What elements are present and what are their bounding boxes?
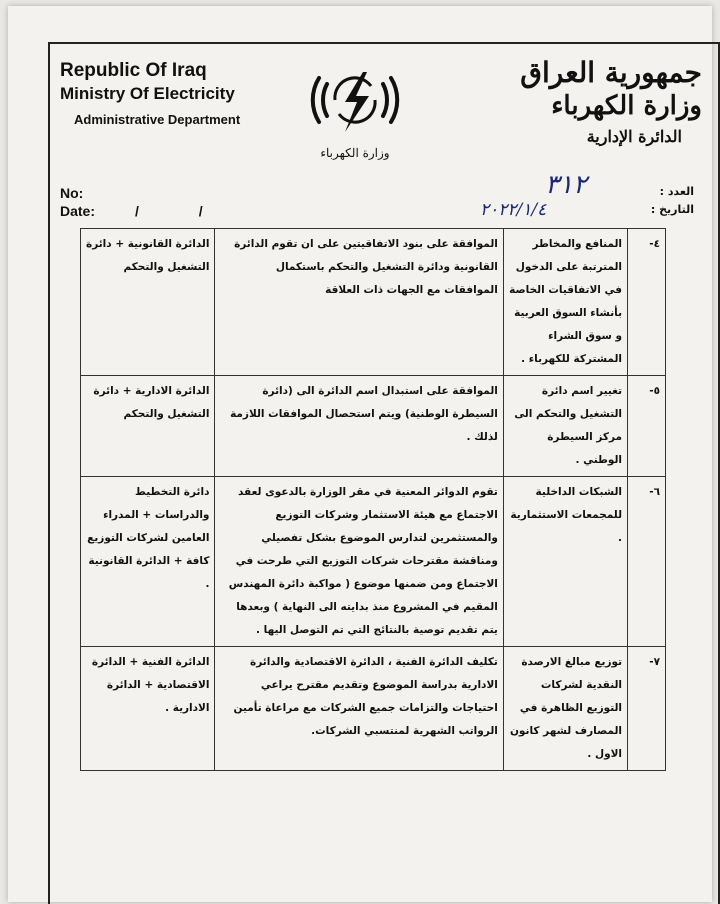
- english-letterhead: [60, 60, 240, 127]
- row-decision: تكليف الدائرة الفنية ، الدائرة الاقتصادية والدائرة الادارية بدراسة الموضوع وتقديم مقترح يراعي احتياجات والتزامات جميع الشركات مع مراعاة تأمين الرواتب الشهرية لمنتسبي الشركات.: [215, 647, 503, 771]
- row-number: ٥-: [628, 376, 666, 477]
- row-topic: الشبكات الداخلية للمجمعات الاستثمارية .: [503, 477, 627, 647]
- date-label-en: Date:: [60, 203, 96, 219]
- logo-caption: وزارة الكهرباء: [320, 146, 390, 160]
- date-slashes: / /: [135, 203, 231, 219]
- minutes-table: [80, 228, 666, 771]
- row-responsible: الدائرة الادارية + دائرة التشغيل والتحكم: [81, 376, 215, 477]
- handwritten-date: ٢٠٢٢/١/٤: [480, 200, 547, 220]
- row-responsible: دائرة التخطيط والدراسات + المدراء العامين لشركات التوزيع كافة + الدائرة القانونية .: [81, 477, 215, 647]
- reference-fields-ar: [651, 183, 694, 219]
- country-name-ar: جمهورية العراق: [520, 56, 702, 89]
- ministry-name-ar: وزارة الكهرباء: [551, 91, 702, 121]
- row-number: ٦-: [628, 477, 666, 647]
- table-row: [81, 229, 666, 376]
- row-topic: تغيير اسم دائرة التشغيل والتحكم الى مركز السيطرة الوطني .: [503, 376, 627, 477]
- row-decision: تقوم الدوائر المعنية في مقر الوزارة بالدعوى لعقد الاجتماع مع هيئة الاستثمار وشركات التوزيع والمستثمرين لتدارس الموضوع بشكل تفصيلي ومناقشة مقترحات شركات التوزيع التي طرحت في الاجتماع ومن ضمنها موضوع ( مواكبة دائرة المهندس المقيم في المشروع منذ بدايته الى النهاية ) وبعدها يتم تقديم توصية بالنتائج التي تم التوصل اليها .: [215, 477, 503, 647]
- table-row: [81, 647, 666, 771]
- row-topic: توزيع مبالغ الارصدة النقدية لشركات التوزيع الظاهرة في المصارف لشهر كانون الاول .: [503, 647, 627, 771]
- row-number: ٧-: [628, 647, 666, 771]
- number-label-ar: العدد :: [659, 185, 694, 198]
- ministry-logo: [305, 54, 405, 160]
- ministry-name-en: Ministry Of Electricity: [60, 84, 235, 103]
- handwritten-number: ٣١٢: [545, 170, 587, 200]
- department-name-ar: الدائرة الإدارية: [586, 127, 682, 146]
- table-row: [81, 376, 666, 477]
- country-name-en: Republic Of Iraq: [60, 60, 207, 81]
- row-responsible: الدائرة الفنية + الدائرة الاقتصادية + الدائرة الادارية .: [81, 647, 215, 771]
- row-decision: الموافقة على بنود الاتفاقيتين على ان تقوم الدائرة القانونية ودائرة التشغيل والتحكم باستكمال الموافقات مع الجهات ذات العلاقة: [215, 229, 503, 376]
- arabic-letterhead: [452, 56, 702, 146]
- department-name-en: Administrative Department: [74, 112, 241, 127]
- number-label-en: No:: [60, 185, 84, 201]
- date-label-ar: التاريخ :: [650, 203, 694, 216]
- reference-fields-en: [60, 184, 231, 220]
- row-decision: الموافقة على استبدال اسم الدائرة الى (دائرة السيطرة الوطنية) ويتم استحصال الموافقات اللازمة لذلك .: [215, 376, 503, 477]
- row-number: ٤-: [628, 229, 666, 376]
- lightning-bolt-icon: [305, 54, 405, 146]
- table-row: [81, 477, 666, 647]
- row-responsible: الدائرة القانونية + دائرة التشغيل والتحكم: [81, 229, 215, 376]
- row-topic: المنافع والمخاطر المترتبة على الدخول في الاتفاقيات الخاصة بأنشاء السوق العربية و سوق الشراء المشتركة للكهرباء .: [503, 229, 627, 376]
